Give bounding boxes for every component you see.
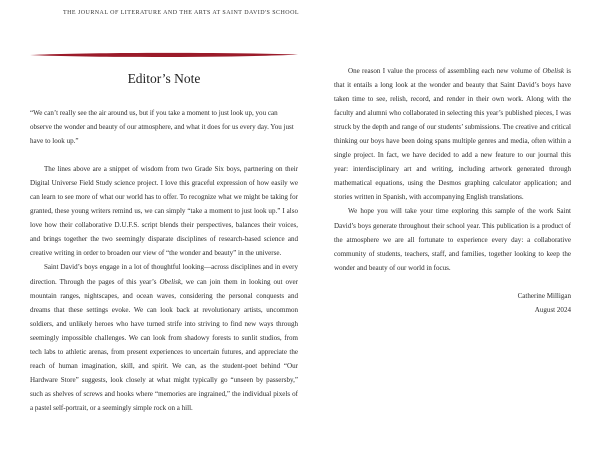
- decorative-rule: [30, 51, 298, 59]
- opening-quote: “We can’t really see the air around us, but if you take a moment to just look up, you can observe the wonder and beauty of our atmosphere, and what it does for us every day. You just have to look up.”: [30, 109, 294, 146]
- page-title: Editor’s Note: [127, 71, 201, 86]
- paragraph-1: The lines above are a snippet of wisdom from two Grade Six boys, partnering on their Digital Universe Field Study science project. I love this graceful expression of how easily we can learn to see more of what our world has to offer. To recognize what we might be taking for granted, these young writers remind us, we can simply “take a moment to just look up.” I also love how their collaborative D.U.F.S. script blends their perspectives, balances their voices, and brings together the two seemingly disparate disciplines of research-based science and creative writing in order to broaden our view of “the wonder and beauty” in the universe.: [30, 165, 298, 258]
- journal-name: Obelisk: [542, 67, 564, 75]
- signature-date: August 2024: [534, 305, 571, 314]
- signature-name: Catherine Milligan: [517, 291, 571, 300]
- paragraph-2-text-a: Saint David’s boys engage in a lot of thoughtful looking—across disciplines and in every direction. Through the pages of this year’s: [30, 263, 298, 286]
- running-head: THE JOURNAL OF LITERATURE AND THE ARTS AT SAINT DAVID'S SCHOOL: [63, 10, 299, 16]
- right-column: [334, 64, 571, 317]
- journal-name: Obelisk: [159, 277, 181, 286]
- left-column: [30, 106, 298, 415]
- paragraph-3-text-a: One reason I value the process of assembling each new volume of: [348, 67, 543, 75]
- paragraph-3-text-b: is that it entails a long look at the wonder and beauty that Saint David’s boys have taken time to see, relish, record, and render in their own work. Along with the faculty and alumni who collaborated in selecting this year’s published pieces, I was struck by the depth and range of our students’ submissions. The creative and critical thinking our boys have been doing spans multiple genres and media, often within a single project. In fact, we have decided to add a new feature to our journal this year: interdisciplinary art and writing, including artwork generated through mathematical equations, using the Desmos graphing calculator application; and stories written in Spanish, with accompanying English translations.: [334, 67, 571, 202]
- paragraph-3: [334, 64, 571, 204]
- paragraph-4: We hope you will take your time exploring this sample of the work Saint David’s boys generate throughout their school year. This publication is a product of the atmosphere we are all fortunate to experience every day: a collaborative community of students, teachers, staff, and families, together looking to keep the wonder and beauty of our world in focus.: [334, 207, 571, 272]
- paragraph-2: [30, 260, 298, 415]
- paragraph-2-text-b: , we can join them in looking out over mountain ranges, nightscapes, and ocean waves, considering the personal conquests and dreams that these settings evoke. We can look back at revolutionary artists, uncommon soldiers, and unlikely heroes who have turned strife into striving to find new ways through seemingly impossible challenges. We can look from shadowy forests to sunlit studios, from tech labs to athletic arenas, from present experiences to uncertain futures, and appreciate the reach of human imagination, skill, and spirit. We can, as the student-poet behind “Our Hardware Store” suggests, look closely at what might typically go “unseen by passersby,” such as shelves of screws and hooks where “memories are ingrained,” the individual pixels of a pastel self-portrait, or a seemingly simple rock on a hill.: [30, 277, 298, 412]
